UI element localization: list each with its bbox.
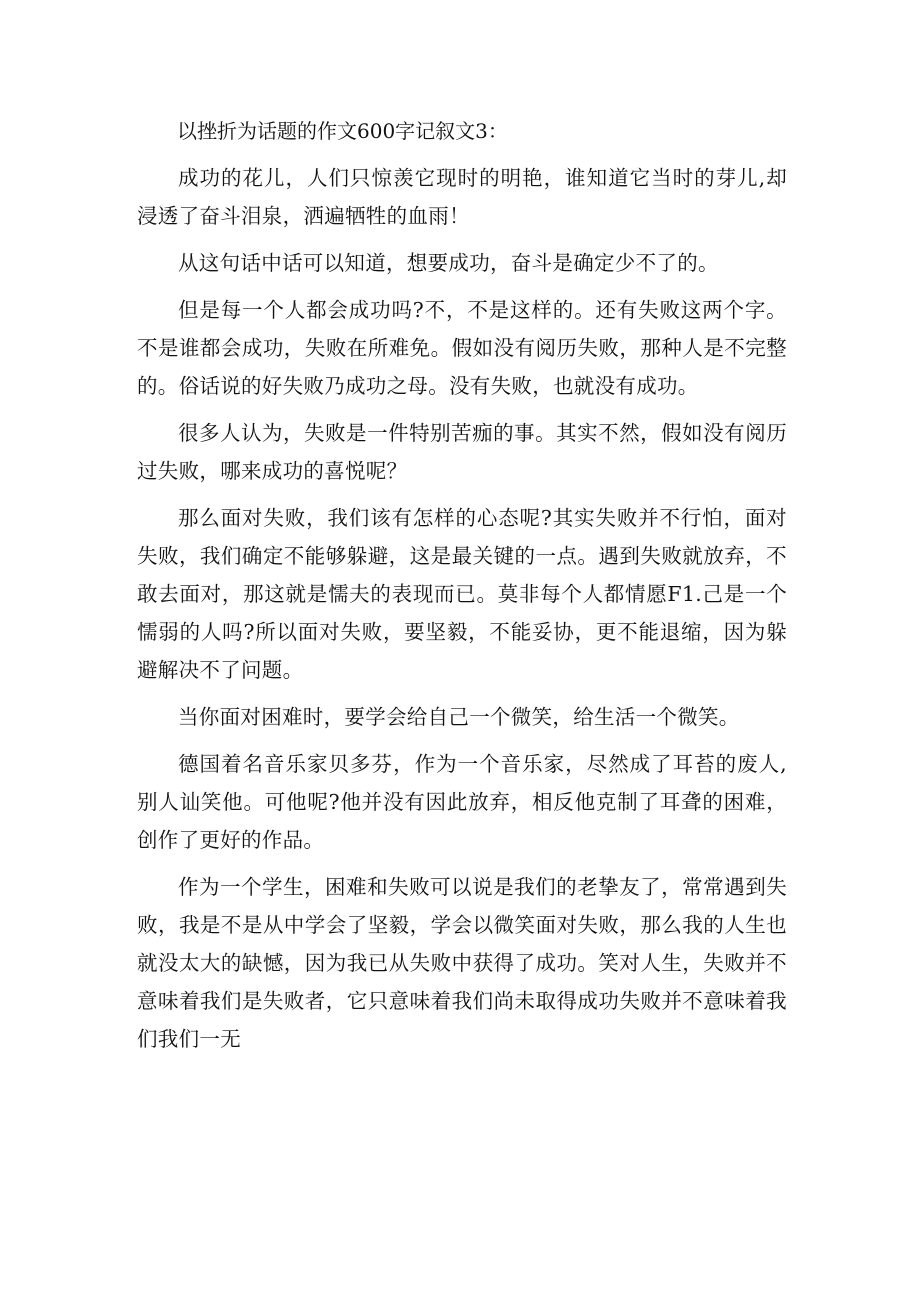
- document-body: [137, 111, 787, 1067]
- paragraph-1: 成功的花儿，人们只惊羡它现时的明艳，谁知道它当时的芽儿,却浸透了奋斗泪泉，洒遍牺牲的血雨！: [137, 166, 787, 228]
- paragraph-7: 德国着名音乐家贝多芬，作为一个音乐家，尽然成了耳苔的废人,别人讪笑他。可他呢?他并没有因此放弃，相反他克制了耳聋的困难，创作了更好的作品。: [137, 752, 787, 852]
- paragraph-4: 很多人认为，失败是一件特别苦痂的事。其实不然，假如没有阅历过失败，哪来成功的喜悦呢？: [137, 421, 787, 483]
- paragraph-2: 从这句话中话可以知道，想要成功，奋斗是确定少不了的。: [178, 251, 719, 275]
- paragraph-6: 当你面对困难时，要学会给自己一个微笑，给生活一个微笑。: [178, 705, 740, 729]
- essay-heading: 以挫折为话题的作文600字记叙文3：: [177, 119, 508, 143]
- paragraph-5: 那么面对失败，我们该有怎样的心态呢?其实失败并不行怕，面对失败，我们确定不能够躲避，这是最关键的一点。遇到失败就放弃，不敢去面对，那这就是懦夫的表现而已。莫非每个人都情愿F1.己是一个懦弱的人吗?所以面对失败，要坚毅，不能妥协，更不能退缩，因为躲避解决不了问题。: [137, 506, 787, 682]
- paragraph-8: 作为一个学生，困难和失败可以说是我们的老挚友了，常常遇到失败，我是不是从中学会了坚毅，学会以微笑面对失败，那么我的人生也就没太大的缺憾，因为我已从失败中获得了成功。笑对人生，失败并不意味着我们是失败者，它只意味着我们尚未取得成功失败并不意味着我们我们一无: [137, 875, 787, 1051]
- paragraph-3: 但是每一个人都会成功吗?不，不是这样的。还有失败这两个字。不是谁都会成功，失败在所难免。假如没有阅历失败，那种人是不完整的。俗话说的好失败乃成功之母。没有失败，也就没有成功。: [137, 298, 787, 398]
